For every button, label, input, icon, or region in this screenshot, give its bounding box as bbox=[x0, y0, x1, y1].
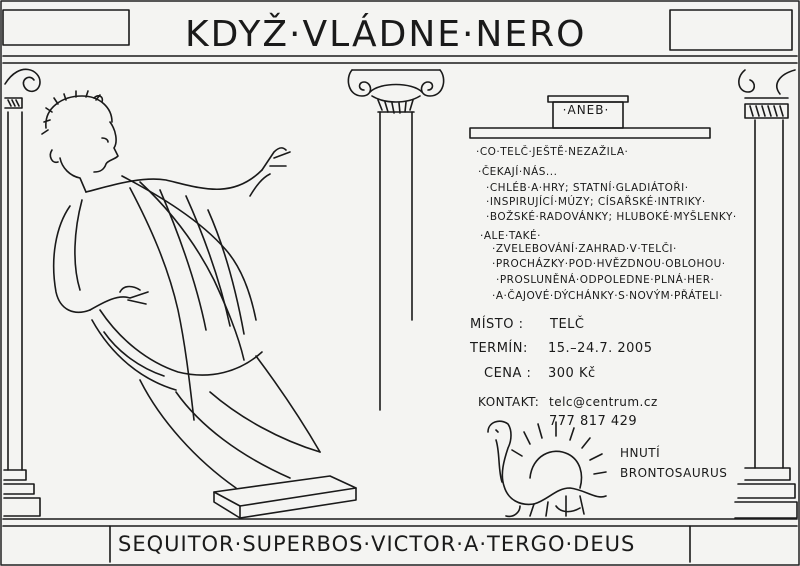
brontosaurus-logo bbox=[488, 421, 606, 516]
date-value: 15.–24.7. 2005 bbox=[548, 341, 653, 356]
contact-phone[interactable]: 777 817 429 bbox=[549, 414, 638, 429]
intro-line: ·CO·TELČ·JEŠTĚ·NEZAŽILA· bbox=[476, 146, 629, 158]
aneb-label: ·ANEB· bbox=[562, 103, 610, 117]
price-value: 300 Kč bbox=[548, 366, 596, 381]
awaits-item: ·CHLÉB·A·HRY; STATNÍ·GLADIÁTOŘI· bbox=[486, 182, 689, 194]
contact-email[interactable]: telc@centrum.cz bbox=[549, 395, 658, 409]
place-value: TELČ bbox=[550, 317, 585, 332]
organizer-line2: BRONTOSAURUS bbox=[620, 466, 728, 480]
awaits-item: ·BOŽSKÉ·RADOVÁNKY; HLUBOKÉ·MYŠLENKY· bbox=[486, 211, 737, 223]
nero-figure bbox=[42, 91, 356, 518]
price-label: CENA : bbox=[484, 366, 532, 381]
also-heading: ·ALE·TAKÉ· bbox=[480, 230, 541, 242]
poster-title: KDYŽ·VLÁDNE·NERO bbox=[185, 14, 587, 55]
right-column bbox=[735, 70, 797, 518]
contact-label: KONTAKT: bbox=[478, 395, 540, 409]
motto: SEQUITOR·SUPERBOS·VICTOR·A·TERGO·DEUS bbox=[118, 532, 636, 556]
place-label: MÍSTO : bbox=[470, 317, 524, 332]
awaits-item: ·INSPIRUJÍCÍ·MÚZY; CÍSAŘSKÉ·INTRIKY· bbox=[486, 196, 706, 208]
left-column bbox=[4, 69, 40, 516]
awaits-heading: ·ČEKAJÍ·NÁS... bbox=[478, 166, 558, 178]
also-item: ·ZVELEBOVÁNÍ·ZAHRAD·V·TELČI· bbox=[492, 243, 677, 255]
organizer-line1: HNUTÍ bbox=[620, 446, 661, 460]
center-column bbox=[348, 70, 443, 410]
also-item: ·PROCHÁZKY·POD·HVĚZDNOU·OBLOHOU· bbox=[492, 258, 726, 270]
date-label: TERMÍN: bbox=[470, 341, 528, 356]
also-item: ·A·ČAJOVÉ·DÝCHÁNKY·S·NOVÝM·PŘÁTELI· bbox=[492, 290, 723, 302]
also-item: ·PROSLUNĚNÁ·ODPOLEDNE·PLNÁ·HER· bbox=[496, 274, 715, 286]
